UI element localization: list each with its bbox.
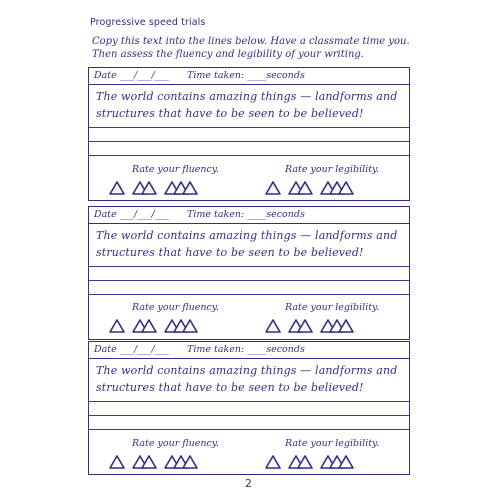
box-header: [89, 342, 409, 359]
rating-triangles[interactable]: [109, 455, 198, 469]
triangle-icon: [266, 182, 280, 194]
rate-fluency-label: Rate your fluency.: [132, 302, 219, 313]
rating-option-3[interactable]: [321, 456, 353, 468]
rate-legibility-label: Rate your legibility.: [285, 438, 380, 449]
rating-option-1[interactable]: [110, 182, 124, 194]
writing-line[interactable]: [89, 294, 409, 295]
rating-option-2[interactable]: [289, 182, 312, 194]
legibility-rating[interactable]: [265, 319, 354, 333]
rating-option-3[interactable]: [165, 456, 197, 468]
rating-option-1[interactable]: [266, 456, 280, 468]
sentence-line: The world contains amazing things — landforms and: [96, 364, 398, 377]
rating-option-1[interactable]: [266, 320, 280, 332]
rating-option-3[interactable]: [165, 182, 197, 194]
date-field[interactable]: Date ___/___/___: [94, 209, 169, 220]
rating-option-3[interactable]: [165, 320, 197, 332]
box-header: [89, 68, 409, 85]
rating-triangles[interactable]: [109, 181, 198, 195]
time-taken-field[interactable]: Time taken: ____seconds: [187, 70, 305, 81]
sentence-line: The world contains amazing things — landforms and: [96, 90, 398, 103]
sentence-line: structures that have to be seen to be believed!: [96, 246, 364, 259]
triangle-icon: [110, 182, 124, 194]
rating-option-2[interactable]: [289, 320, 312, 332]
legibility-rating[interactable]: [265, 181, 354, 195]
time-taken-field[interactable]: Time taken: ____seconds: [187, 209, 305, 220]
trial-box: [88, 206, 410, 340]
fluency-rating[interactable]: [109, 455, 198, 469]
writing-line[interactable]: [89, 127, 409, 128]
triangle-icon: [266, 320, 280, 332]
trial-box: [88, 67, 410, 201]
rating-option-2[interactable]: [133, 320, 156, 332]
writing-line[interactable]: [89, 415, 409, 416]
triangle-icon: [110, 456, 124, 468]
rating-option-1[interactable]: [266, 182, 280, 194]
rate-fluency-label: Rate your fluency.: [132, 164, 219, 175]
rating-option-2[interactable]: [289, 456, 312, 468]
sentence-line: structures that have to be seen to be believed!: [96, 381, 364, 394]
rating-triangles[interactable]: [109, 319, 198, 333]
sentence-line: The world contains amazing things — landforms and: [96, 229, 398, 242]
instruction-line: Then assess the fluency and legibility of your writing.: [92, 48, 364, 60]
rating-option-2[interactable]: [133, 456, 156, 468]
page-number: 2: [245, 477, 252, 490]
rate-fluency-label: Rate your fluency.: [132, 438, 219, 449]
writing-line[interactable]: [89, 155, 409, 156]
rating-option-1[interactable]: [110, 456, 124, 468]
fluency-rating[interactable]: [109, 319, 198, 333]
legibility-rating[interactable]: [265, 455, 354, 469]
date-field[interactable]: Date ___/___/___: [94, 70, 169, 81]
writing-line[interactable]: [89, 429, 409, 430]
instruction-line: Copy this text into the lines below. Have a classmate time you.: [92, 36, 410, 47]
fluency-rating[interactable]: [109, 181, 198, 195]
writing-line[interactable]: [89, 401, 409, 402]
writing-line[interactable]: [89, 266, 409, 267]
rate-legibility-label: Rate your legibility.: [285, 164, 380, 175]
time-taken-field[interactable]: Time taken: ____seconds: [187, 344, 305, 355]
rating-triangles[interactable]: [265, 319, 354, 333]
trial-box: [88, 341, 410, 475]
rating-option-3[interactable]: [321, 320, 353, 332]
writing-line[interactable]: [89, 141, 409, 142]
writing-line[interactable]: [89, 280, 409, 281]
model-sentence: [96, 227, 408, 261]
sentence-line: structures that have to be seen to be believed!: [96, 107, 364, 120]
rating-triangles[interactable]: [265, 181, 354, 195]
model-sentence: [96, 362, 408, 396]
box-header: [89, 207, 409, 224]
instructions: [92, 36, 422, 61]
model-sentence: [96, 88, 408, 122]
rating-triangles[interactable]: [265, 455, 354, 469]
rating-option-2[interactable]: [133, 182, 156, 194]
rating-option-3[interactable]: [321, 182, 353, 194]
rating-option-1[interactable]: [110, 320, 124, 332]
rate-legibility-label: Rate your legibility.: [285, 302, 380, 313]
triangle-icon: [266, 456, 280, 468]
date-field[interactable]: Date ___/___/___: [94, 344, 169, 355]
page-title: Progressive speed trials: [90, 17, 206, 28]
triangle-icon: [110, 320, 124, 332]
